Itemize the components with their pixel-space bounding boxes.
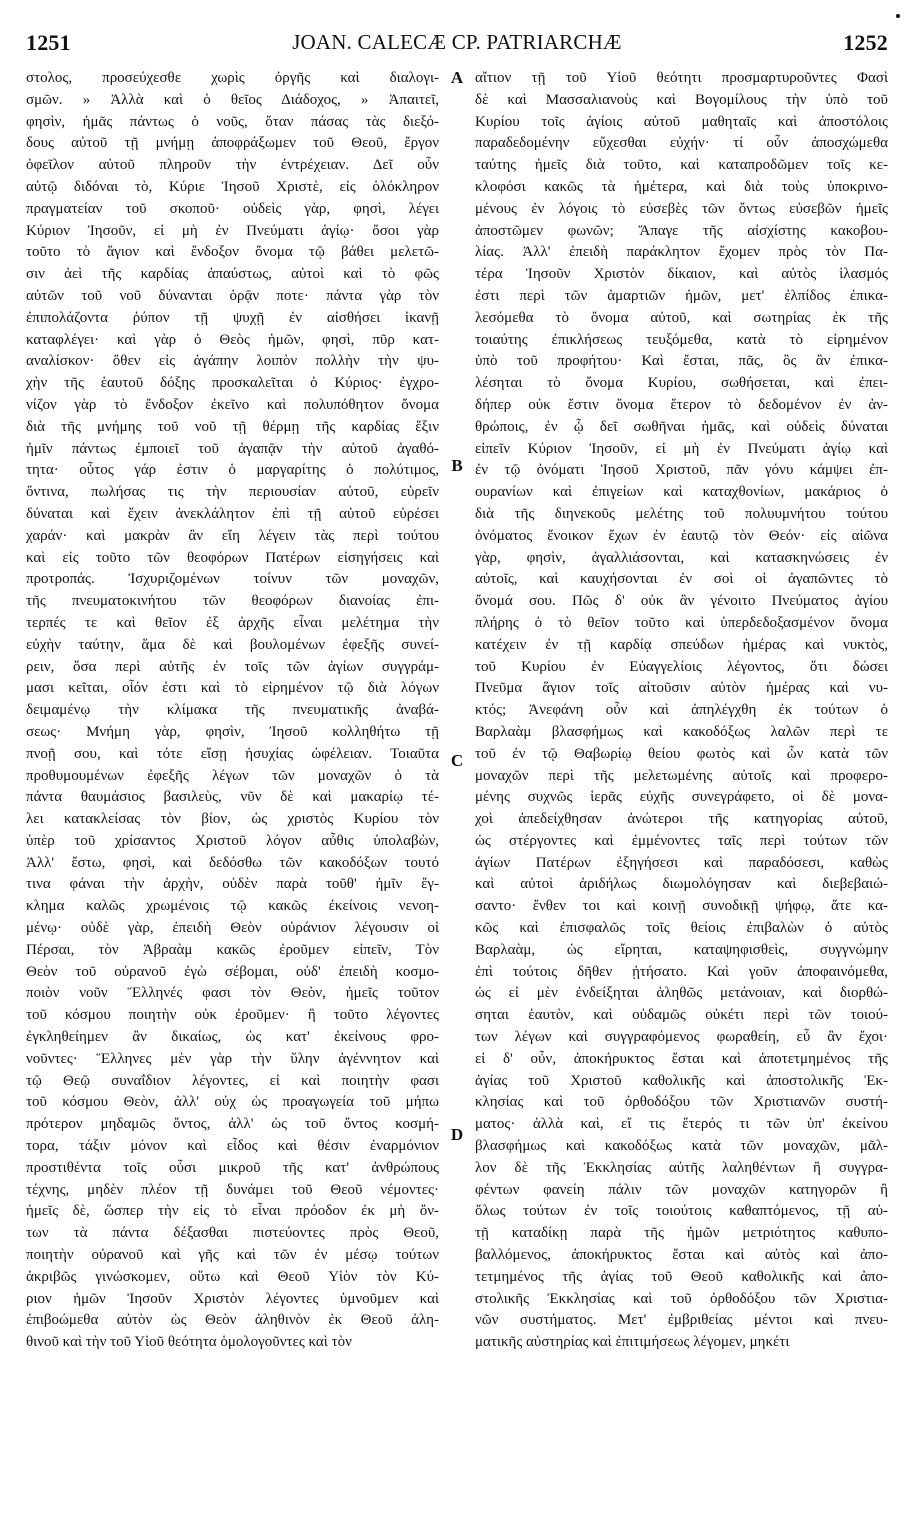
text-line: τοῦ ἐν τῷ Θαβωρίῳ θείου φωτὸς καὶ ὧν κατὰ τῶν <box>475 745 888 762</box>
left-column <box>26 68 439 1533</box>
text-line: γὰρ, φησὶν, ἀγαλλιάσονται, καὶ κατασκηνώσεις ἐν <box>475 549 888 566</box>
text-line: τοῦ κόσμου ποιητὴν οὐκ ἐροῦμεν· ἢ τοῦτο λέγοντες <box>26 1007 439 1024</box>
text-line: προτροπάς. Ἰσχυριζομένων τοίνυν τῶν μοναχῶν, <box>26 571 439 588</box>
text-line: σεως· Μνήμη γὰρ, φησὶν, Ἰησοῦ κολληθήτω τῇ <box>26 723 439 740</box>
text-line: ὀφεῖλον αὐτοῦ πληροῦν τὴν ἐντρέχειαν. Δεῖ οὖν <box>26 157 439 174</box>
text-line: αὐτοῖς, καὶ καυχήσονται ἐν σοὶ οἱ ἀγαπῶντες τὸ <box>475 571 888 588</box>
text-line: φησὶν, ἡμᾶς πάντως ὁ νοῦς, ὅταν πάσας τὰς διεξό- <box>26 113 439 130</box>
text-line: τῆς πνευματοκινήτου τῶν θεοφόρων διανοίας ἐπι- <box>26 593 439 610</box>
text-line: νῶν συστήματος. Μετ' ἐμβριθείας μέντοι καὶ πνευ- <box>475 1312 888 1329</box>
text-line: ποιητὴν οὐρανοῦ καὶ γῆς καὶ τῶν ἐν μέσῳ τούτων <box>26 1247 439 1264</box>
section-markers <box>443 68 471 1533</box>
text-line: ἡμῖν πάντως ἐμποιεῖ τοῦ ἀγαπᾷν τὴν αὐτοῦ ἀγαθό- <box>26 440 439 457</box>
text-line: ρειν, ὅσα περὶ αὐτῆς ἐν τοῖς τῶν ἁγίων συγγράμ- <box>26 658 439 675</box>
text-line: τετμημένος τῆς ἁγίας τοῦ Θεοῦ καθολικῆς καὶ ἀπο- <box>475 1268 888 1285</box>
text-line: αὐτῶν τοῦ νοῦ δύνανται ὁρᾷν ποτε· πάντα γὰρ τὸν <box>26 287 439 304</box>
section-marker-d: D <box>450 1125 464 1144</box>
text-line: ἐστι περὶ τῶν ἁμαρτιῶν ἡμῶν, μετ' ἐλπίδος ἐπικα- <box>475 287 888 304</box>
text-line: ταύτης ἡμεῖς διὰ τοῦτο, καὶ καταπροδῶμεν τοῖς κε- <box>475 157 888 174</box>
text-line: νοῦντες· Ἕλληνες μὲν γὰρ τὴν ὕλην ἀγέννητον καὶ <box>26 1050 439 1067</box>
text-line: κλησίας καὶ τοῦ ὀρθοδόξου τῶν Χριστιανῶν συστή- <box>475 1094 888 1111</box>
text-line: εἰ δ' οὖν, ἀποκήρυκτος ἔσται καὶ ἀποτετμημένος τῆς <box>475 1050 888 1067</box>
text-line: Ἀλλ' ἔστω, φησὶ, καὶ δεδόσθω τῶν κακοδόξων τουτό <box>26 854 439 871</box>
text-line: κλημα καλῶς χρωμένοις τῷ κακῶς ἐκείνοις νενοη- <box>26 898 439 915</box>
page-header <box>26 30 888 64</box>
text-line: προστιθέντα τοῖς οὖσι μικροῦ τῆς κατ' ἀνθρώπους <box>26 1159 439 1176</box>
page-number-right: 1252 <box>843 30 888 55</box>
text-line: ἐπὶ τούτοις δῆθεν ᾐτήσατο. Καὶ γοῦν ἀποφαινόμεθα, <box>475 963 888 980</box>
text-line: καὶ εἰς τοῦτο τῶν θεοφόρων Πατέρων εἰσηγήσεις καὶ <box>26 549 439 566</box>
text-line: ὡς εἰ μὲν ἐνδείξηται ἀληθῶς μετάνοιαν, καὶ διορθώ- <box>475 985 888 1002</box>
text-line: τοιαύτης ἐπικλήσεως τευξόμεθα, κατὰ τὸ εἰρημένον <box>475 331 888 348</box>
text-line: λίας. Ἀλλ' ἐπειδὴ παράκλητον ἔχομεν πρὸς τὸν Πα- <box>475 244 888 261</box>
text-line: ὑπὲρ τοῦ χρίσαντος Χριστοῦ λόγον αὖθις ὑπολαβὼν, <box>26 832 439 849</box>
text-line: λει κατακλείσας τὸν βίον, ὡς χριστὸς Κυρίου τὸν <box>26 811 439 828</box>
text-line: δήπερ οὐκ ἔστιν ὄνομα ἕτερον τὸ δεδομένον ἐν ἀν- <box>475 396 888 413</box>
text-line: εὐχὴν ταύτην, ἅμα δὲ καὶ βουλομένων ἐφεξῆς συνεί- <box>26 636 439 653</box>
text-line: πρότερον μηδαμῶς ὄντος, ἀλλ' ὡς τοῦ ὄντος κοσμή- <box>26 1116 439 1133</box>
text-line: τερπές τε καὶ θεῖον ἐξ ἀρχῆς εἶναι μελέτημα τὴν <box>26 614 439 631</box>
text-line: τοῦ Κυρίου ἐν Εὐαγγελίοις λέγοντος, ὅτι δώσει <box>475 658 888 675</box>
text-line: ματικῆς αὐστηρίας καὶ ἐπιτιμήσεως λέγομεν, μηκέτι <box>475 1334 790 1351</box>
text-line: Κύριον Ἰησοῦν, εἰ μὴ ἐν Πνεύματι ἁγίῳ· ὅσοι γὰρ <box>26 222 439 239</box>
ink-dot <box>896 14 900 18</box>
text-line: κλοφόσι κακῶς τὰ ἡμέτερα, καὶ διὰ τοὺς ὑποκρινο- <box>475 178 888 195</box>
text-line: σιν ἀεὶ τῆς καρδίας ἀπαύστως, αὐτοὶ καὶ τὸ φῶς <box>26 266 439 283</box>
text-line: βαλλόμενος, ἀποκήρυκτος ἔσται καὶ αὐτὸς καὶ ἀπο- <box>475 1247 888 1264</box>
text-line: τορα, τάξιν μόνον καὶ εἶδος καὶ θέσιν ἐναρμόνιον <box>26 1138 439 1155</box>
section-marker-b: B <box>451 456 463 475</box>
text-line: χὴν τῆς ἑαυτοῦ δόξης προσκαλεῖται ὁ Κύριος· ἐγχρο- <box>26 375 439 392</box>
text-line: ποιὸν νοῦν Ἕλληνές φασι τὸν Θεὸν, ἡμεῖς τοῦτον <box>26 985 439 1002</box>
text-line: σαντο· ἔνθεν τοι καὶ κοινῇ συνοδικῇ ψήφῳ, ἅτε κα- <box>475 898 888 915</box>
text-line: στολος, προσεύχεσθε χωρὶς ὀργῆς καὶ διαλογι- <box>26 70 439 86</box>
text-line: Βαρλαὰμ, ὡς εἴρηται, καταψηφισθεὶς, συγγνώμην <box>475 941 888 958</box>
text-line: εἰπεῖν Κύριον Ἰησοῦν, εἰ μὴ ἐν Πνεύματι ἁγίῳ καὶ <box>475 440 888 457</box>
text-line: ἐπιβοώμεθα αὐτὸν ὡς Θεὸν ἀληθινὸν ἐκ Θεοῦ ἀλη- <box>26 1312 439 1329</box>
text-line: των τὰ πάντα δέξασθαι πιστεύοντες πρὸς Θεοῦ, <box>26 1225 439 1242</box>
text-line: ἀκριβῶς γινώσκομεν, οὕτω καὶ Θεοῦ Υἱὸν τὸν Κύ- <box>26 1268 439 1285</box>
text-line: προθυμουμένων ἐφεξῆς λέγων τῶν μοναχῶν ὁ τὰ <box>26 767 439 784</box>
text-line: κτός; Ἀνεφάνη οὖν καὶ ἀπηλέγχθη ἐκ τούτων ὁ <box>475 702 888 719</box>
text-line: θρώποις, ἐν ᾧ δεῖ σωθῆναι ἡμᾶς, καὶ οὐδεὶς δύναται <box>475 418 888 435</box>
text-line: ὄνομά σου. Πῶς δ' οὐκ ἂν γένοιτο Πνεύματος ἁγίου <box>475 593 888 610</box>
text-line: ουρανίων καὶ ἐπιγείων καὶ καταχθονίων, μακάριος ὁ <box>475 484 888 501</box>
text-line: μασι κεῖται, οἷόν ἐστι καὶ τὸ εἰρημένον τῷ διὰ λόγων <box>26 680 439 697</box>
text-line: δὲ καὶ Μασσαλιανοὺς καὶ Βογομίλους τὴν ὑπὸ τοῦ <box>475 91 888 108</box>
text-line: τέρα Ἰησοῦν Χριστὸν δίκαιον, καὶ αὐτὸς ἱλασμός <box>475 266 888 283</box>
text-line: δειμαμένῳ τὴν κλίμακα τῆς πνευματικῆς ἀναβά- <box>26 702 439 719</box>
text-line: αὐτῷ διδόναι τὸ, Κύριε Ἰησοῦ Χριστὲ, εἰς ὁλόκληρον <box>26 178 439 195</box>
text-line: μένους ἐν λόγοις τὸ εὐσεβὲς τῶν ὄντως εὐσεβῶν ἡμεῖς <box>475 200 888 217</box>
text-line: Θεὸν τοῦ οὐρανοῦ ἐγὼ σέβομαι, οὐδ' ἐπειδὴ κοσμο- <box>26 963 439 980</box>
text-line: μοναχῶν περὶ τῆς μελετωμένης αὐτοῖς καὶ προφερο- <box>475 767 888 784</box>
text-line: θινοῦ καὶ τὴν τοῦ Υἱοῦ θεότητα ὁμολογοῦντες καὶ τὸν <box>26 1334 352 1351</box>
text-line: πνοῇ σου, καὶ τότε εἴσῃ ἡσυχίας ὠφέλειαν. Τοιαῦτα <box>26 745 439 762</box>
text-line: δύναται καὶ ἔχειν ἀνεκλάλητον ἐπὶ τῇ αὐτοῦ εὑρέσει <box>26 505 439 522</box>
text-line: ὅλως τούτων ἐν τοῖς τοιούτοις καθαπτόμενος, τῇ αὐ- <box>475 1203 888 1220</box>
text-line: βλασφήμως καὶ κακοδόξως κατὰ τῶν μοναχῶν, μᾶλ- <box>475 1138 888 1155</box>
text-line: ἀποστῶμεν φωνῶν; Ἄπαγε τῆς αἰσχίστης κακοβου- <box>475 222 888 239</box>
text-line: τῷ Θεῷ συναΐδιον λέγοντες, εἰ καὶ ποιητὴν φασι <box>26 1072 439 1089</box>
text-line: ἁγίων Πατέρων ἐξηγήσεσι καὶ παραδόσεσι, καθὼς <box>475 854 888 871</box>
text-line: ἐν τῷ ὀνόματι Ἰησοῦ Χριστοῦ, πᾶν γόνυ κάμψει ἐπ- <box>475 462 888 479</box>
text-line: ριον ἡμῶν Ἰησοῦν Χριστὸν λέγοντες ὑμνοῦμεν καὶ <box>26 1290 439 1307</box>
text-line: Πέρσαι, τὸν Ἀβραὰμ κακῶς ἐροῦμεν εἰπεῖν, Τὸν <box>26 941 439 958</box>
text-line: των λέγων καὶ συγγραφόμενος φωραθείη, εὖ ἂν ἔχοι· <box>475 1029 888 1046</box>
text-line: νίζον γὰρ τὸ ἔνδοξον ἐκεῖνο καὶ πολυπόθητον ὄνομα <box>26 396 439 413</box>
text-columns <box>26 68 888 1533</box>
text-line: ἐγκληθείημεν ἂν δικαίως, ὡς κατ' ἐκείνους φρο- <box>26 1029 439 1046</box>
right-column <box>475 68 888 1533</box>
text-line: μένης συχνῶς ἱερᾶς εὐχῆς συνεγράφετο, οἱ δὲ μονα- <box>475 789 888 806</box>
text-line: μένῳ· οὐδὲ γὰρ, ἐπειδὴ Θεὸν οὐράνιον λέγουσιν οἱ <box>26 920 439 937</box>
text-line: τοῦ κόσμου Θεὸν, ἀλλ' οὐχ ὡς προαγωγεία τοῦ μήπω <box>26 1094 439 1111</box>
text-line: χαράν· καὶ μακρὰν ἂν εἴη λέγειν τὰς περὶ τούτου <box>26 527 439 544</box>
page-number-left: 1251 <box>26 30 71 55</box>
text-line: τινα φάναι τὴν ἀρχὴν, οὐδὲν παρὰ τοῦθ' ἡμῖν ἔγ- <box>26 876 439 893</box>
text-line: πραγματείαν τοῦ σκοποῦ· οὐδεὶς γὰρ, φησὶ, λέγει <box>26 200 439 217</box>
text-line: τέχνης, μηδὲν πλέον τῇ δυνάμει τοῦ Θεοῦ νέμοντες· <box>26 1181 439 1198</box>
text-line: διὰ τῆς διηνεκοῦς μελέτης τοῦ πολυυμνήτου τούτου <box>475 505 888 522</box>
text-line: δους αὐτοῦ τῇ μνήμῃ ἀποφράξωμεν τοῦ Θεοῦ, ἔργον <box>26 135 439 152</box>
text-line: αἴτιον τῇ τοῦ Υἱοῦ θεότητι προσμαρτυροῦντες Φασὶ <box>475 70 888 86</box>
text-line: στολικῆς Ἐκκλησίας καὶ τοῦ ὀρθοδόξου τῶν Χριστια- <box>475 1290 888 1307</box>
text-line: ὀνόματος ἔνοικον ἔχων ἐν ἑαυτῷ τὸν Θεόν· εἰς αἰῶνα <box>475 527 888 544</box>
text-line: πλήρης ὁ τὸ θεῖον τοῦτο καὶ ὑπερδεδοξασμένον ὄνομα <box>475 614 888 631</box>
text-line: κατέχειν ἐν τῇ καρδίᾳ σπεύδων ἡμέρας καὶ νυκτὸς, <box>475 636 888 653</box>
text-line: παραδεδομένην εὔχεσθαι εὐχήν· τί οὖν ἀποσχώμεθα <box>475 135 888 152</box>
text-line: λεσόμεθα τὸ ὄνομα αὐτοῦ, καὶ σωτηρίας ἐκ τῆς <box>475 309 888 326</box>
text-line: ἡμεῖς δὲ, ὥσπερ τὴν εἰς τὸ εἶναι πρόοδον ἐκ μὴ ὄν- <box>26 1203 439 1220</box>
text-line: ὑπὸ τοῦ προφήτου· Καὶ ἔσται, πᾶς, ὃς ἂν ἐπικα- <box>475 353 888 370</box>
text-line: Πνεῦμα ἅγιον τοῖς αἰτοῦσιν αὐτὸν ἡμέρας καὶ νυ- <box>475 680 888 697</box>
text-line: χοὶ ἀπεδείχθησαν ἀνώτεροι τῆς κατηγορίας αὐτοῦ, <box>475 811 888 828</box>
text-line: τητα· οὗτος γάρ ἐστιν ὁ μαργαρίτης ὁ πολύτιμος, <box>26 462 439 479</box>
text-line: λέσηται τὸ ὄνομα Κυρίου, σωθήσεται, καὶ ἐπει- <box>475 375 888 392</box>
text-line: Βαρλαὰμ βλασφήμως καὶ κακοδόξως λαλῶν περὶ τε <box>475 723 888 740</box>
text-line: φέντων φανείη πάλιν τῶν μοναχῶν κατηγορῶν ἢ <box>475 1181 888 1198</box>
text-line: σηται ἑαυτὸν, καὶ οὐδαμῶς οὐκέτι περὶ τῶν τοιού- <box>475 1007 888 1024</box>
text-line: τῇ καταδίκῃ παρὰ τῆς ἡμῶν μετριότητος καθυπο- <box>475 1225 888 1242</box>
text-line: κῶς καὶ ἐπισφαλῶς τοῖς θείοις ἐπιβαλὼν ὁ αὐτὸς <box>475 920 888 937</box>
text-line: ἐπιπολάζοντα ῥύπον τῇ ψυχῇ ἐν αἰσθήσει ἱκανῇ <box>26 309 439 326</box>
section-marker-a: A <box>450 68 464 87</box>
section-marker-c: C <box>450 751 464 770</box>
text-line: λον δὲ τῆς Ἐκκλησίας αὐτῆς λαληθέντων ἢ συγγρα- <box>475 1159 888 1176</box>
text-line: διὰ τῆς μνήμης τοῦ νοῦ τῇ θέρμῃ τῆς καρδίας ἕξιν <box>26 418 439 435</box>
text-line: ὅντινα, πωλήσας τις τὴν περιουσίαν αὐτοῦ, εὑρεῖν <box>26 484 439 501</box>
text-line: καταφλέγει· καὶ γὰρ ὁ Θεὸς ἡμῶν, φησὶ, πῦρ κατ- <box>26 331 439 348</box>
text-line: καὶ αὐτοὶ ἀριδήλως διωμολόγησαν καὶ διεβεβαιώ- <box>475 876 888 893</box>
text-line: τοῦτο τὸ ἅγιον καὶ ἔνδοξον ὄνομα τῷ βάθει μελετῶ- <box>26 244 439 261</box>
text-line: αναλίσκον· ὅθεν εἰς ἀγάπην λοιπὸν πολλὴν τὴν ψυ- <box>26 353 439 370</box>
text-line: σμῶν. » Ἀλλὰ καὶ ὁ θεῖος Διάδοχος, » Ἀπαιτεῖ, <box>26 91 439 108</box>
running-title: JOAN. CALECÆ CP. PATRIARCHÆ <box>292 30 622 54</box>
text-line: πάντα θαυμάσιος βασιλεὺς, νῦν δὲ καὶ μακαρίῳ τέ- <box>26 789 439 806</box>
text-line: ὡς στέργοντες καὶ ἐμμένοντες ταῖς περὶ τούτων τῶν <box>475 832 888 849</box>
text-line: ματος· ἀλλὰ καὶ, εἴ τις ἕτερός τι τῶν ὑπ' ἐκείνου <box>475 1116 888 1133</box>
text-line: ἁγίας τοῦ Χριστοῦ καθολικῆς καὶ ἀποστολικῆς Ἐκ- <box>475 1072 888 1089</box>
text-line: Κυρίου τοῖς ἁγίοις αὐτοῦ μαθηταῖς καὶ ἀποστόλοις <box>475 113 888 130</box>
